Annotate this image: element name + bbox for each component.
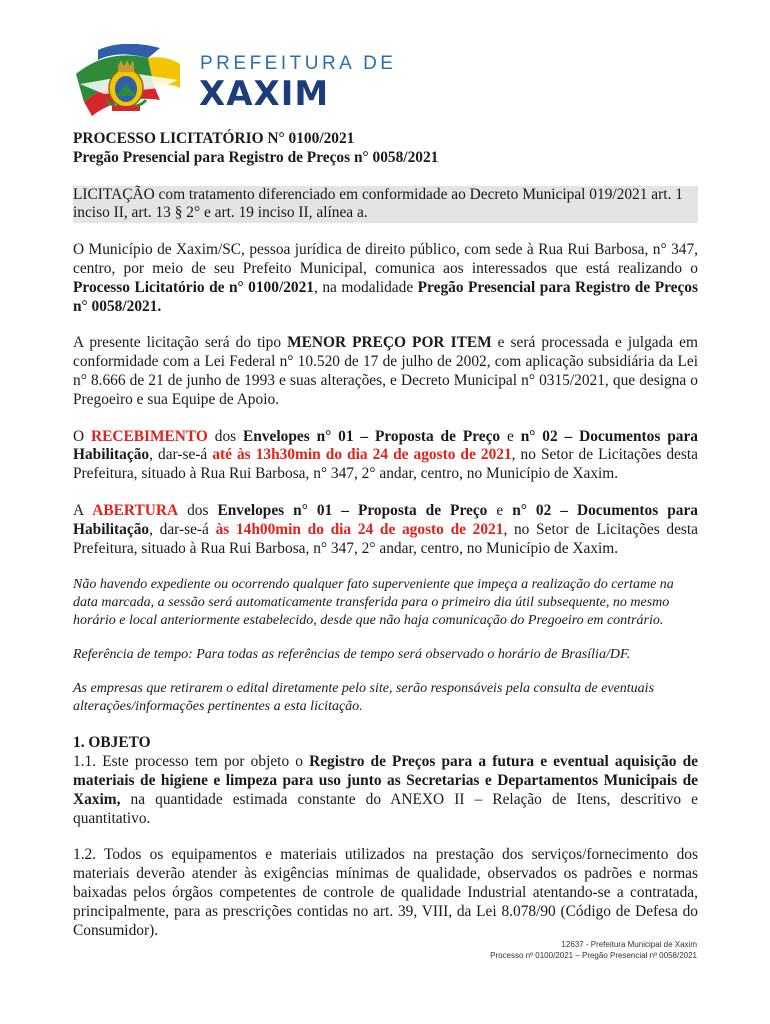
process-title: PROCESSO LICITATÓRIO N° 0100/2021 bbox=[73, 130, 355, 147]
site-download-note: As empresas que retirarem o edital diretamente pelo site, serão responsáveis pela consulta de eventuais alterações/informações pertinentes a esta licitação. bbox=[73, 681, 655, 715]
document-body bbox=[73, 130, 698, 940]
section-objeto-heading: 1. OBJETO bbox=[73, 734, 151, 752]
logo-prefeitura-de: PREFEITURA DE bbox=[200, 53, 397, 74]
page-footer bbox=[490, 939, 697, 961]
document-title bbox=[73, 130, 698, 168]
abertura-paragraph: A ABERTURA dos Envelopes n° 01 – Proposta de Preço e n° 02 – Documentos para Habilitação, dar-se-á às 14h00min do dia 24 de agosto de 2021, no Setor de Licitações desta Prefeitura, situado à Rua Rui Barbosa, n° 347, 2° andar, centro, no Município de Xaxim. bbox=[73, 501, 698, 557]
pregao-title: Pregão Presencial para Registro de Preços n° 0058/2021 bbox=[73, 148, 439, 166]
municipal-coat-of-arms-icon bbox=[68, 44, 193, 124]
tipo-paragraph: A presente licitação será do tipo MENOR PREÇO POR ITEM e será processada e julgada em conformidade com a Lei Federal n° 10.520 de 17 de julho de 2002, com aplicação subsidiária da Lei n° 8.666 de 21 de junho de 1993 e suas alterações, e Decreto Municipal n° 0315/2021, que designa o Pregoeiro e sua Equipe de Apoio. bbox=[73, 334, 698, 408]
prefeitura-logo bbox=[68, 44, 397, 124]
time-reference-note: Referência de tempo: Para todas as referências de tempo será observado o horário de Brasília/DF. bbox=[73, 647, 631, 663]
logo-xaxim: XAXIM bbox=[199, 74, 330, 114]
intro-paragraph: O Município de Xaxim/SC, pessoa jurídica de direito público, com sede à Rua Rui Barbosa, n° 347, centro, por meio de seu Prefeito Municipal, comunica aos interessados que está realizando o Processo Licitatório de n° 0100/2021, na modalidade Pregão Presencial para Registro de Preços n° 0058/2021. bbox=[73, 241, 698, 315]
footer-line-1: 12637 - Prefeitura Municipal de Xaxim bbox=[561, 940, 697, 949]
section-1-2: 1.2. Todos os equipamentos e materiais utilizados na prestação dos serviços/fornecimento dos materiais deverão atender às exigências mínimas de qualidade, observados os padrões e normas baixadas pelos órgãos competentes de controle de qualidade Industrial atentando-se a contratada, principalmente, para as prescrições contidas no art. 39, VIII, da Lei 8.078/90 (Código de Defesa do Consumidor). bbox=[73, 846, 698, 939]
recebimento-paragraph: O RECEBIMENTO dos Envelopes n° 01 – Proposta de Preço e n° 02 – Documentos para Habilitação, dar-se-á até às 13h30min do dia 24 de agosto de 2021, no Setor de Licitações desta Prefeitura, situado à Rua Rui Barbosa, n° 347, 2° andar, centro, no Município de Xaxim. bbox=[73, 427, 698, 483]
section-1-1: 1.1. Este processo tem por objeto o Registro de Preços para a futura e eventual aquisição de materiais de higiene e limpeza para uso junto as Secretarias e Departamentos Municipais de Xaxim, na quantidade estimada constante do ANEXO II – Relação de Itens, descritivo e quantitativo. bbox=[73, 753, 698, 827]
footer-line-2: Processo nº 0100/2021 – Pregão Presencial nº 0058/2021 bbox=[490, 951, 697, 960]
licitacao-note: LICITAÇÃO com tratamento diferenciado em conformidade ao Decreto Municipal 019/2021 art. 1 inciso II, art. 13 § 2° e art. 19 inciso II, alínea a. bbox=[73, 186, 698, 224]
expediente-note: Não havendo expediente ou ocorrendo qualquer fato superveniente que impeça a realização do certame na data marcada, a sessão será automaticamente transferida para o primeiro dia útil subsequente, no mesmo horário e local anteriormente estabelecido, desde que não haja comunicação do Pregoeiro em contrário. bbox=[73, 577, 674, 629]
